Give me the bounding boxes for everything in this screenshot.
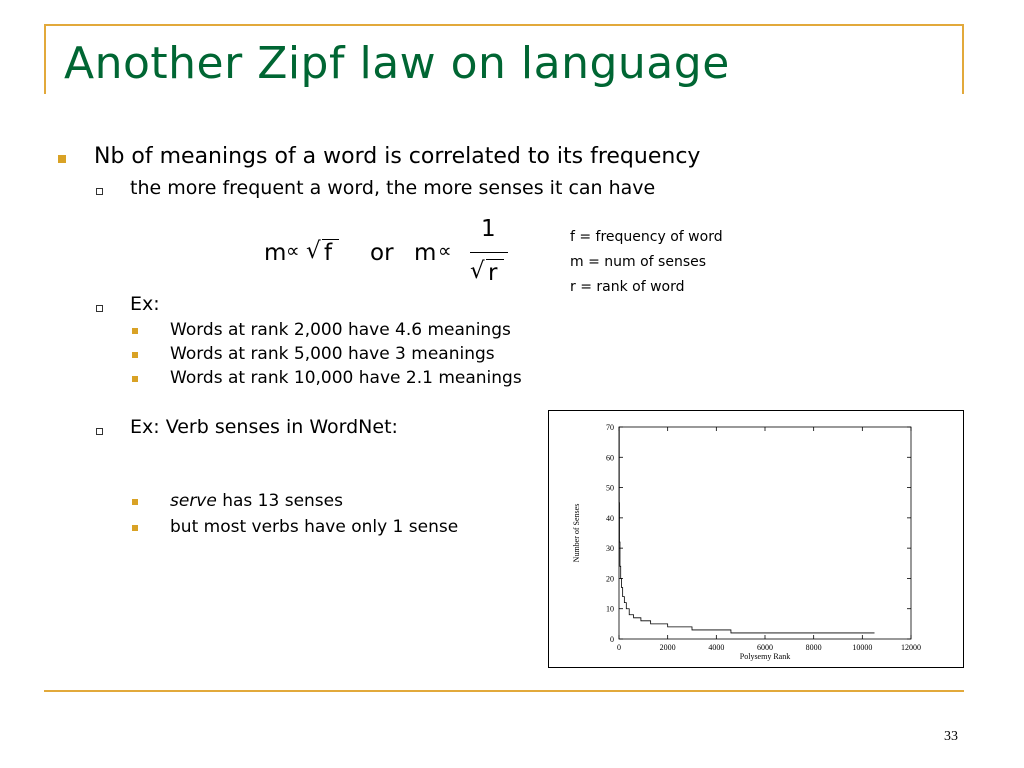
x-tick-label: 8000 (805, 643, 822, 652)
sqrt-icon: √ (470, 258, 485, 284)
plot-area (619, 427, 911, 639)
formula-r: r (488, 260, 498, 286)
proportional-icon: ∝ (286, 240, 300, 262)
bullet-text: Nb of meanings of a word is correlated to its frequency (94, 144, 701, 169)
legend-senses: m = num of senses (570, 254, 707, 270)
x-axis-label: Polysemy Rank (739, 652, 791, 661)
list-item: but most verbs have only 1 sense (170, 517, 459, 537)
ex2-label: Ex: Verb senses in WordNet: (130, 416, 398, 438)
formula-numerator: 1 (481, 216, 496, 242)
list-item: Words at rank 10,000 have 2.1 meanings (170, 368, 522, 388)
ex1-label: Ex: (130, 293, 160, 315)
sqrt-icon: √ (306, 238, 321, 264)
series-line (619, 427, 875, 633)
page-number: 33 (944, 729, 958, 744)
y-tick-label: 0 (610, 635, 614, 644)
frame-right-line (962, 24, 964, 94)
y-tick-label: 70 (606, 423, 614, 432)
y-tick-label: 50 (606, 483, 614, 493)
slide-title: Another Zipf law on language (64, 38, 730, 89)
hollow-square-bullet-icon (96, 188, 103, 195)
square-bullet-icon (132, 499, 138, 505)
y-tick-label: 20 (606, 574, 614, 584)
list-item: Words at rank 2,000 have 4.6 meanings (170, 320, 511, 340)
formula-m: m (264, 240, 287, 266)
formula-or: or (370, 240, 394, 266)
y-axis-label: Number of Senses (572, 503, 581, 563)
y-tick-label: 60 (606, 453, 614, 463)
x-tick-label: 4000 (708, 643, 725, 652)
square-bullet-icon (132, 328, 138, 334)
square-bullet-icon (132, 525, 138, 531)
y-tick-label: 30 (606, 544, 614, 554)
x-tick-label: 0 (617, 643, 621, 652)
legend-frequency: f = frequency of word (570, 229, 723, 245)
formula (264, 216, 514, 292)
frame-bottom-line (44, 690, 964, 692)
list-item (170, 491, 343, 511)
legend-rank: r = rank of word (570, 279, 685, 295)
formula-f: f (324, 240, 333, 266)
sqrt-bar (486, 259, 504, 260)
square-bullet-icon (132, 352, 138, 358)
proportional-icon: ∝ (438, 240, 452, 262)
senses-text: has 13 senses (216, 491, 343, 511)
list-item: Words at rank 5,000 have 3 meanings (170, 344, 495, 364)
formula-m: m (414, 240, 437, 266)
y-tick-label: 10 (606, 604, 614, 614)
x-tick-label: 12000 (901, 643, 921, 652)
frame-top-line (44, 24, 964, 26)
verb-serve: serve (170, 491, 217, 511)
sqrt-bar (322, 239, 339, 240)
x-tick-label: 2000 (659, 643, 676, 652)
frame-left-line (44, 24, 46, 94)
fraction-bar (470, 252, 508, 253)
sub-bullet-text: the more frequent a word, the more senses it can have (130, 177, 656, 199)
wordnet-chart (548, 410, 964, 668)
square-bullet-icon (58, 155, 66, 163)
chart-svg (549, 411, 963, 667)
square-bullet-icon (132, 376, 138, 382)
x-tick-label: 10000 (852, 643, 873, 652)
hollow-square-bullet-icon (96, 305, 103, 312)
y-tick-label: 40 (606, 513, 614, 523)
hollow-square-bullet-icon (96, 428, 103, 435)
x-tick-label: 6000 (757, 643, 773, 652)
